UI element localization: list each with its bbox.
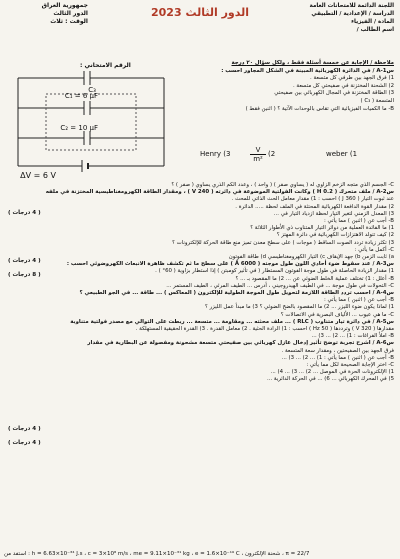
header-line: جمهورية العراق [41,2,88,9]
marks-label: ( 4 درجات ) [8,440,41,446]
header-left [8,2,88,26]
unit-option-3: Henry (3 [200,150,231,158]
question-line: س4-A / احسب تردد الطاقة اللازمة لتحويل طول الموجة الطولية للإلكترون ( المعاكس ) ... طاقة ... في الجو الطبيعي ؟ [79,290,394,297]
unit-option-1: weber (1 [326,150,358,158]
c2-label: C₂ = 10 μF [60,124,98,132]
question-line: عند ثبوت التيار ( 360 J ) احسب : 1) مقدار معامل الحث الذاتي للمحث . [231,196,394,203]
question-line: 1) لماذا يكون ضوء الليزر ... 2) ما المقصود بالضخ الضوئي ؟ 3) ما مبدأ عمل الليزر ؟ [205,304,394,311]
question-line: س1-A / في الدائرة الكهربائية المبينة في الشكل المجاور احسب : [221,67,394,74]
question-line: C- الجسم الذي متجه الزخم الزاوي له ( يساوي صفر ) ( واحد ) ، وعدد الكم الذري يساوي ( صفر ) ؟ [171,182,394,188]
marks-label: ( 4 درجات ) [8,210,41,216]
header-line: الدراسة / الإعدادية / التطبيقي [311,11,394,17]
question-line: 5) في المحرك الكهربائي ... 6) ... في الحركة الدائرية ... [266,376,394,383]
unit-numerator: V [250,146,266,155]
question-1 [179,60,394,113]
question-line: مقدارها ( 320 V ) وترددها ( 50 Hz ) احسب : 1) الرادة الحثية . 2) معامل القدرة . 3) القدرة الحقيقية المستهلكة . [135,326,394,333]
question-line: 3) المعدل الزمني لتغير التيار لحظة ازدياد التيار في ... [273,210,394,217]
unit-denominator: m² [253,155,263,163]
constants-footer: استفد من : h = 6.63×10⁻³⁴ J.s ، c = 3×10⁸ m/s ، me = 9.11×10⁻³¹ kg ، e = 1.6×10⁻¹⁹ C ، شحنة الإلكترون ، π = 22/7 [4,551,310,557]
question-line: المتسعة ( C₃ ) [360,97,394,104]
header-line: الدور الثالث [53,10,88,17]
question-line: 3) الطاقة المختزنة في المجال الكهربائي بين صفيحتي [274,90,394,97]
question-line: B- ما الكميات الفيزيائية التي تقاس بالوحدات الآتية ؟ ( اثنين فقط ) [245,105,394,112]
question-line: C- ما هي عيوب ... الألياف البصرية في الاتصالات ؟ [280,311,394,318]
c3-label: C₃ [88,86,96,94]
question-line: س2-A / ملف متحرك ( 0.2 H ) وكانت الفولتية الموضوعة في دائرته ( 240 V ) ، ومقدار الطاقة الكهرومغناطيسية المختزنة في ملفه [45,189,394,196]
battery-label: ΔV = 6 V [20,171,56,180]
question-line: C- أكمل ما يأتي : [354,246,394,253]
header-line: اسم الطالب / [356,27,394,33]
unit-option-2: (2 [268,150,276,158]
instructions: ملاحظة / الإجابة عن خمسة أسئلة فقط ، ولكل سؤال ٢٠ درجة [231,60,394,66]
question-line: 2) مقدار القوة الدافعة الكهربائية المحتثة في الملف لحظة ..... الدائرة . [235,203,394,210]
header-line: المادة / الفيزياء [351,19,394,25]
header-line: اللجنة الدائمة للامتحانات العامة [309,3,394,9]
question-line: B- أجب عن ( اثنين ) مما يأتي : 1) ... 2) ... 3) ... [281,354,394,361]
unit-fraction [250,146,266,163]
question-line: B- املأ الفراغات : 1) ... 2) ... 3) ... [311,333,394,340]
question-line: 1) فرق الجهد بين طرفي كل متسعة . [310,75,394,82]
question-line: B- أجب عن ( اثنين ) مما يأتي : [324,218,394,225]
session-title: الدور الثالث 2023 [150,6,249,19]
question-line: 2) كيف تتولد الاهتزازات الكهربائية في دائرة المهتز ؟ [276,232,394,239]
question-line: C- التحولات في طول موجة ... في الطيف الهيدروجيني ، أدرس ... الطيف المرئي ، الطيف المستمر ... [166,282,394,289]
question-line: 1) ما الفائدة العملية من دوائر التيار المتناوب ذي الأطوار الثلاثة ؟ [250,225,394,232]
question-line: 1) الإلكترونات الحرة في الموصل ... 2) ... 3) ... 4) ... [270,369,394,376]
header-line: الوقت : ثلاث [50,18,88,25]
question-line: 2) الشحنة المختزنة في صفيحتي كل متسعة . [293,82,394,89]
seat-number-label: الرقم الامتحاني : [80,62,131,69]
questions-body [6,182,394,384]
question-line: B- أجب عن ( اثنين ) مما يأتي : [324,297,394,304]
question-line: 1) مقدار الزيادة الحاصلة في طول موجة الفوتون المستطار ( في تأثير كومبتن ) إذا استطار بزاوية ( 60° ) . [155,268,394,275]
marks-label: ( 4 درجات ) [8,258,41,264]
question-line: س5-A / في دائرة تيار متناوب ( RLC ) ... ملف محثته ... ومقاومة ... متسعة ... ربطت على التوالي مع مصدر فولتية متناوبة [70,318,394,325]
capacitor-circuit-diagram [6,66,176,180]
question-line: س6-A / اشرح تجربة توضح تأثير إدخال عازل كهربائي بين صفيحتي متسعة مشحونة ومفصولة عن البطارية في مقدار [87,340,394,347]
question-line: فرق الجهد بين الصفيحتين ، ومقدار سعة المتسعة . [281,347,394,354]
question-line: B- أعلل : 1) تختلف عملية الخلط الضوئي عن ... 2) ما المقصود بـ ... ؟ [235,275,394,282]
marks-label: ( 8 درجات ) [8,272,41,278]
question-line: س3-A / عند سقوط ضوء أحادي اللون طول موجته ( 6000 Å ) على سطح ما ثم تكشف ظاهرة الانبعاث الكهروضوئي احسب : [66,261,394,268]
question-line: a) ثابت الزمن b) جهد الإيقاف c) التيار الكهرومغناطيسي d) طاقة الفوتون [228,254,394,261]
c1-label: C₁ = 6 μF [64,92,98,100]
question-line: C- اختر الإجابة الصحيحة لكل مما يأتي : [306,362,394,369]
question-line: 3) تكثر زيادة تردد الصوت الساقط ( موجات ) على سطح معدن تميز منع طاقة الحركة للإلكترونات ؟ [172,239,394,246]
marks-label: ( 4 درجات ) [8,426,41,432]
header-right [264,2,394,34]
